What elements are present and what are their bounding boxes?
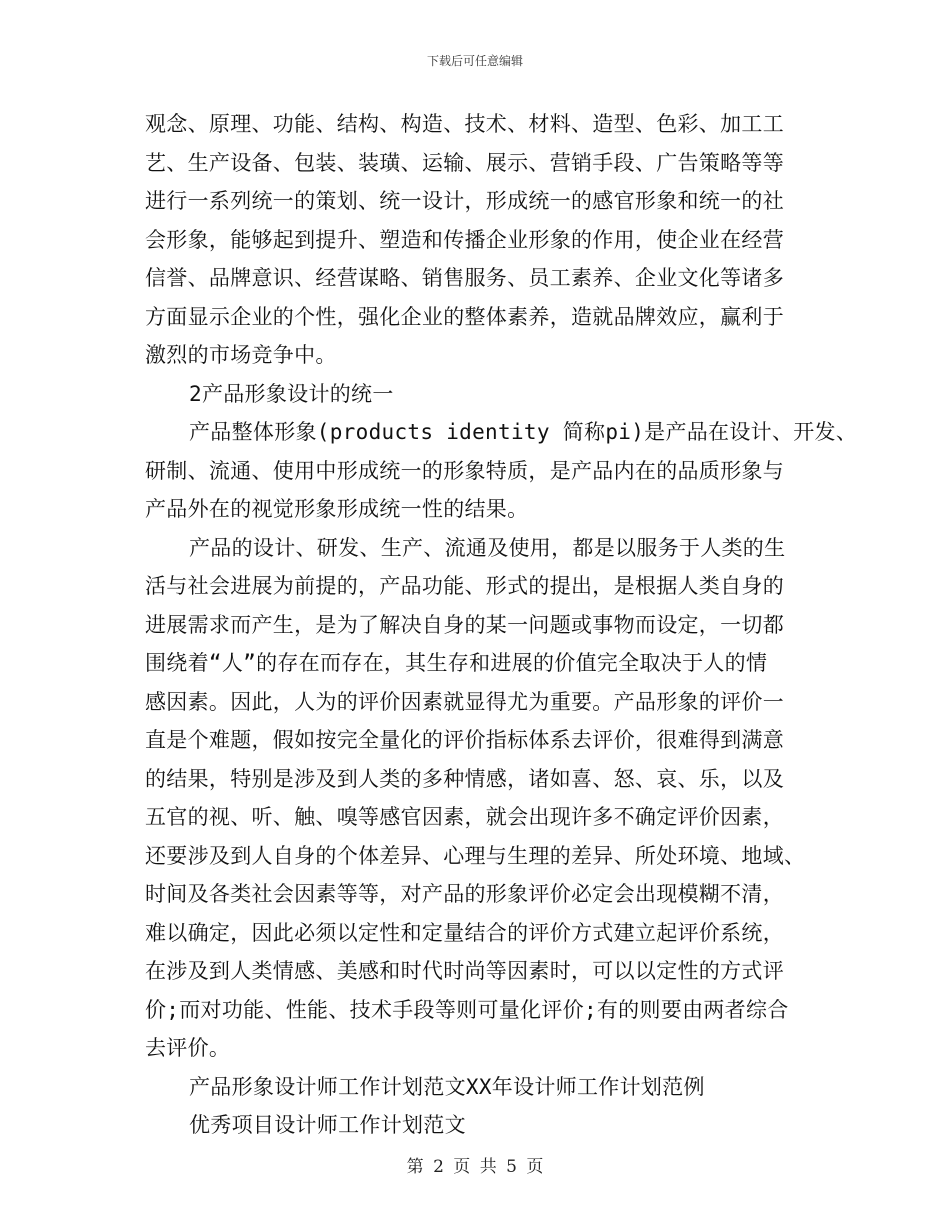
text-line: 去评价。 bbox=[145, 1036, 231, 1060]
text-line: 产品外在的视觉形象形成统一性的结果。 bbox=[145, 497, 529, 521]
related-title: 优秀项目设计师工作计划范文 bbox=[189, 1113, 466, 1137]
text-line: 会形象，能够起到提升、塑造和传播企业形象的作用，使企业在经营 bbox=[145, 227, 784, 252]
page-number-footer: 第 2 页 共 5 页 bbox=[406, 1157, 544, 1177]
text-line: 还要涉及到人自身的个体差异、心理与生理的差异、所处环境、地域、 bbox=[145, 843, 806, 868]
text-line: 的结果，特别是涉及到人类的多种情感，诸如喜、怒、哀、乐，以及 bbox=[145, 766, 784, 791]
text-line: 进展需求而产生，是为了解决自身的某一问题或事物而设定，一切都 bbox=[145, 612, 784, 637]
text-line: 活与社会进展为前提的，产品功能、形式的提出，是根据人类自身的 bbox=[145, 574, 784, 598]
text-line: 产品的设计、研发、生产、流通及使用，都是以服务于人类的生 bbox=[189, 535, 786, 560]
text-line: 方面显示企业的个性，强化企业的整体素养，造就品牌效应，赢利于 bbox=[145, 304, 784, 329]
section-heading: 2产品形象设计的统一 bbox=[189, 381, 394, 406]
text-line: 时间及各类社会因素等等，对产品的形象评价必定会出现模糊不清， bbox=[145, 882, 784, 906]
page-header: 下载后可任意编辑 bbox=[426, 54, 523, 68]
text-line: 在涉及到人类情感、美感和时代时尚等因素时，可以以定性的方式评 bbox=[145, 959, 784, 983]
text-line: 信誉、品牌意识、经营谋略、销售服务、员工素养、企业文化等诸多 bbox=[145, 266, 784, 290]
text-line: 感因素。因此，人为的评价因素就显得尤为重要。产品形象的评价一 bbox=[145, 689, 784, 714]
text-line: 观念、原理、功能、结构、构造、技术、材料、造型、色彩、加工工 bbox=[145, 112, 784, 136]
document-body bbox=[145, 105, 858, 1145]
text-line: 直是个难题，假如按完全量化的评价指标体系去评价，很难得到满意 bbox=[145, 728, 784, 752]
text-line: 研制、流通、使用中形成统一的形象特质，是产品内在的品质形象与 bbox=[145, 458, 784, 483]
text-line: 进行一系列统一的策划、统一设计，形成统一的感官形象和统一的社 bbox=[145, 189, 784, 213]
text-line: 价;而对功能、性能、技术手段等则可量化评价;有的则要由两者综合 bbox=[145, 997, 789, 1022]
text-line: 激烈的市场竞争中。 bbox=[145, 343, 337, 367]
related-title: 产品形象设计师工作计划范文XX年设计师工作计划范例 bbox=[189, 1074, 705, 1099]
text-line: 产品整体形象(products identity 简称pi)是产品在设计、开发、 bbox=[189, 420, 858, 444]
text-line: 五官的视、听、触、嗅等感官因素，就会出现许多不确定评价因素， bbox=[145, 805, 784, 829]
text-line: 难以确定，因此必须以定性和定量结合的评价方式建立起评价系统， bbox=[145, 920, 784, 945]
text-line: 围绕着“人”的存在而存在，其生存和进展的价值完全取决于人的情 bbox=[145, 651, 768, 675]
text-line: 艺、生产设备、包装、装璜、运输、展示、营销手段、广告策略等等 bbox=[145, 150, 784, 175]
